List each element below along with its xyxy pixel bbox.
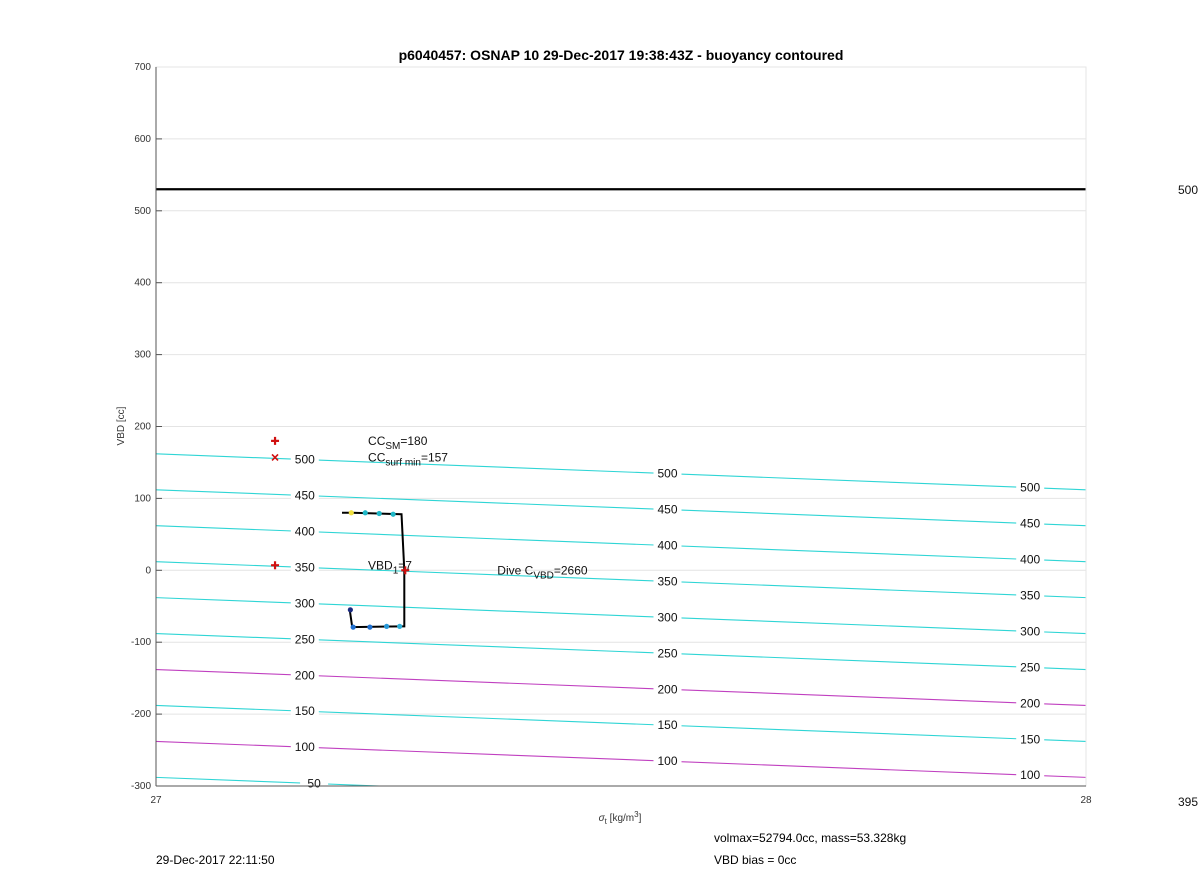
x-axis-label-sup: 3 [634,810,639,819]
contour-label: 450 [1020,516,1041,531]
contour-line-50 [156,777,379,786]
dive-point [349,510,354,515]
contour-label: 350 [1020,588,1041,603]
contour-label: 100 [657,754,678,769]
x-axis-label-sub: t [604,817,607,826]
contour-label: 500 [657,466,678,481]
marker-plus [271,437,279,445]
contour-label: 150 [657,718,678,733]
contour-label: 400 [1020,552,1041,567]
contour-label: 200 [294,668,315,683]
annotation-cc_surf: $CC_{surf min}=157$ [368,450,448,469]
y-tick-label: -300 [130,781,151,792]
footer-volmax: volmax=52794.0cc, mass=53.328kg [714,831,907,845]
contour-label: 350 [294,560,315,575]
contour-label: 450 [657,502,678,517]
contour-label: 200 [657,682,678,697]
y-tick-label: 700 [134,62,151,73]
contour-label: 150 [294,704,315,719]
y-tick-label: 100 [134,493,151,505]
dive-point [367,625,372,630]
annotation-dive_c: Dive $C_{VBD}=2660$ [497,563,588,582]
annotation-vbd_1: $VBD_1=7$ [368,558,412,577]
dive-point [377,511,382,516]
annotation-cc_sm: $CC_{SM}=180$ [368,433,428,452]
y-tick-label: 600 [134,133,151,145]
contour-label: 200 [1020,696,1041,711]
footer-vbd-bias: VBD bias = 0cc [714,853,797,867]
contour-label: 100 [1020,768,1041,783]
contour-label: 50 [307,776,321,791]
contour-label: 300 [657,610,678,625]
dive-point [384,624,389,629]
marker-plus [271,561,279,569]
contour-label: 300 [1020,624,1041,639]
buoyancy-contours [156,453,1086,791]
y-tick-label: 0 [145,565,151,577]
y-tick-label: 200 [134,421,151,433]
y-tick-label: 400 [134,277,151,289]
labels [131,62,1092,806]
contour-label: 400 [294,524,315,539]
dive-point [351,625,356,630]
x-axis-label-units: [kg/m [606,813,635,824]
y-axis-label: VBD [cc] [116,406,127,446]
contour-label: 450 [294,488,315,503]
contour-label: 100 [294,740,315,755]
y-tick-label: -200 [130,709,151,721]
right-label-top: 500 [1178,183,1199,197]
contour-label: 500 [294,452,315,467]
dive-point [397,624,402,629]
contour-label: 250 [1020,660,1041,675]
x-axis-label [599,810,642,826]
x-tick-label: 28 [1080,795,1092,806]
x-axis-label-end: ] [638,813,642,824]
contour-label: 350 [657,574,678,589]
marker-x [272,454,278,460]
x-tick-label: 27 [150,795,162,806]
y-tick-label: 500 [134,205,151,217]
dive-point [363,510,368,515]
contour-label: 250 [294,632,315,647]
dive-point [391,512,396,517]
contour-label: 250 [657,646,678,661]
contour-label: 150 [1020,732,1041,747]
right-label-bottom: 395 [1178,795,1199,809]
y-tick-label: 300 [134,349,151,361]
contour-label: 400 [657,538,678,553]
y-tick-label: -100 [130,637,151,649]
x-axis-label-symbol: σ [598,813,605,824]
chart-title: p6040457: OSNAP 10 29-Dec-2017 19:38:43Z - buoyancy contoured [398,47,844,63]
contour-label: 300 [294,596,315,611]
dive-point [348,607,353,612]
contour-label: 500 [1020,480,1041,495]
footer-timestamp: 29-Dec-2017 22:11:50 [156,853,275,867]
